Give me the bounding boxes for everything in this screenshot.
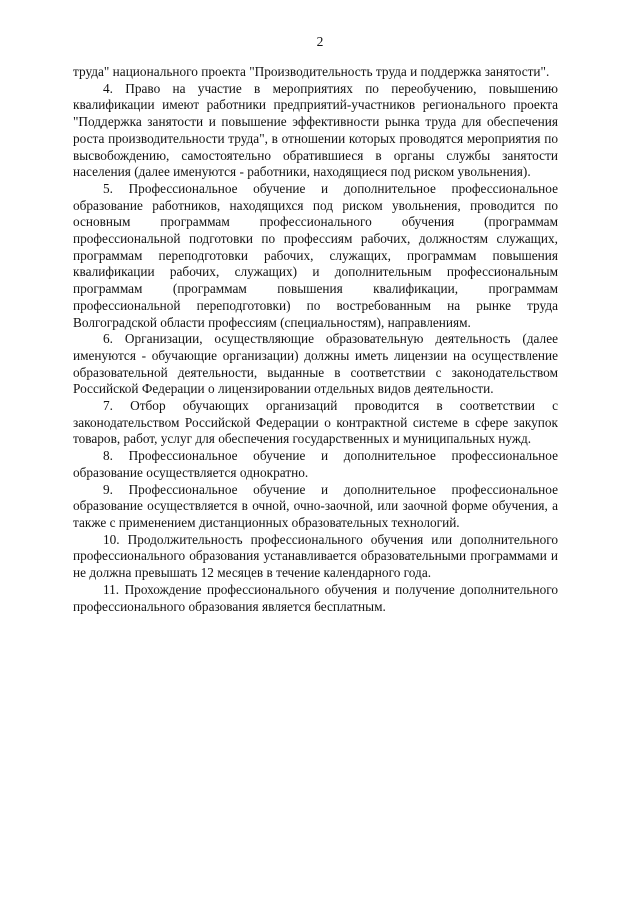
page-number: 2: [316, 34, 324, 49]
paragraph-6: 6. Организации, осуществляющие образовательную деятельность (далее именуются - обучающие организации) должны иметь лицензии на осуществление образовательной деятельности, выданные в соответствии с законодательством Российской Федерации о лицензировании отдельных видов деятельности.: [73, 331, 558, 397]
paragraph-8: 8. Профессиональное обучение и дополнительное профессиональное образование осуществляется однократно.: [73, 448, 558, 480]
document-body: [73, 64, 558, 615]
paragraph-continuation: труда" национального проекта "Производительность труда и поддержка занятости".: [73, 64, 550, 79]
paragraph-7: 7. Отбор обучающих организаций проводится в соответствии с законодательством Российской Федерации о контрактной системе в сфере закупок товаров, работ, услуг для обеспечения государственных и муниципальных нужд.: [73, 398, 558, 447]
paragraph-11: 11. Прохождение профессионального обучения и получение дополнительного профессионального образования является бесплатным.: [73, 581, 558, 614]
paragraph-10: 10. Продолжительность профессионального обучения или дополнительного профессионального образования устанавливается образовательными программами и не должна превышать 12 месяцев в течение календарного года.: [73, 531, 558, 581]
paragraph-4: 4. Право на участие в мероприятиях по переобучению, повышению квалификации имеют работники предприятий-участников регионального проекта "Поддержка занятости и повышение эффективности рынка труда для обеспечения роста производительности труда", в отношении которых проводятся мероприятия по высвобождению, самостоятельно обратившиеся в органы службы занятости населения (далее именуются - работники, находящиеся под риском увольнения).: [73, 80, 558, 180]
paragraph-5: 5. Профессиональное обучение и дополнительное профессиональное образование работников, находящихся под риском увольнения, проводится по основным программам профессионального обучения (программам профессиональной подготовки по профессиям рабочих, должностям служащих, программам переподготовки рабочих, служащих, программам повышения квалификации рабочих, служащих) и дополнительным профессиональным программам (программам повышения квалификации, программам профессиональной переподготовки) по востребованным на рынке труда Волгоградской области профессиям (специальностям), направлениям.: [73, 180, 558, 330]
paragraph-9: 9. Профессиональное обучение и дополнительное профессиональное образование осуществляется в очной, очно-заочной, или заочной форме обучения, а также с применением дистанционных образовательных технологий.: [73, 481, 558, 530]
